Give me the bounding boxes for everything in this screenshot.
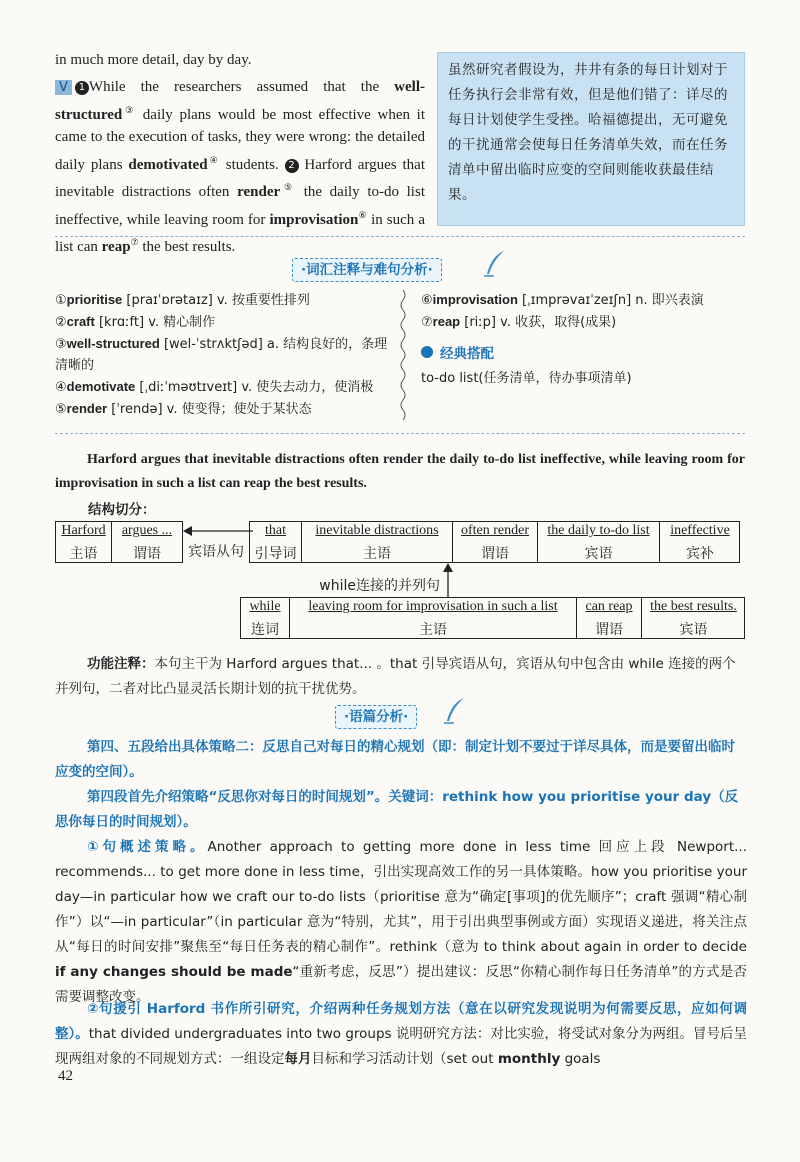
discourse-text: Another approach to getting more done in less time 回应上段 Newport... recommends... to get more done in less time，引出实现高效工作的另一具体策略。how you prioritise your day—in particular how we craft our to-do lists（prioritise 意为“确定[事项]的优先顺序”；craft 强调“精心制作”）以“—in particular”（in particular 意为“特别，尤其”，用于引出典型事例或方面）实现语义递进，将关注点从“每日的时间安排”聚焦至“每日任务表的精心制作”。rethink（意为 to think about again in order to decide [55, 839, 747, 955]
passage-text: daily plans would be most effective when it came to the execution of tasks, they were wrong: the detailed daily plans [55, 106, 425, 173]
page-number: 42 [58, 1068, 73, 1084]
segment-role: 宾补 [686, 546, 714, 562]
arrow-up-icon [442, 563, 454, 597]
vocab-item: ⑦reap [riːp] v. 收获，取得(成果) [421, 314, 617, 330]
segment-en: leaving room for improvisation in such a list [308, 599, 558, 614]
quill-icon [482, 250, 506, 278]
vocab-item: ⑤render [ˈrendə] v. 使变得；使处于某状态 [55, 401, 312, 417]
key-sentence: Harford argues that inevitable distractions often render the daily to-do list ineffective, while leaving room for improvisation in such a list can reap the best results. [55, 452, 745, 491]
strategy-heading: ②句援引 Harford 书作所引研究，介绍两种任务规划方法（意在以研究发现说明为何需要反思，应如何调整）。 [55, 1001, 747, 1042]
passage-text: the best results. [138, 239, 236, 255]
bullet-icon [421, 346, 433, 358]
footnote-marker: ⑥ [358, 209, 368, 220]
vocab-item: ③well-structured [wel-ˈstrʌktʃəd] a. 结构良好的，条理清晰的 [55, 336, 388, 373]
vocab-item: ⑥improvisation [ˌɪmprəvaɪˈzeɪʃn] n. 即兴表演 [421, 292, 704, 308]
footnote-marker: ⑦ [130, 237, 139, 247]
vocab-word: render [237, 184, 281, 200]
discourse-paragraph-3 [55, 835, 747, 1010]
discourse-paragraph-2: 第四段首先介绍策略“反思你对每日的时间规划”。关键词：rethink how you prioritise your day（反思你每日的时间规划）。 [55, 789, 739, 830]
passage-text: While the researchers assumed that the [88, 79, 395, 95]
segment-role: 谓语 [133, 546, 161, 562]
collocation-title: 经典搭配 [440, 346, 494, 362]
segment-en: the daily to-do list [547, 523, 650, 538]
segment-en: ineffective [670, 523, 730, 538]
footnote-marker: ⑤ [280, 182, 297, 192]
segment-role: 主语 [363, 546, 391, 562]
emphasis: if any changes should be made [55, 964, 293, 980]
discourse-paragraph-1: 第四、五段给出具体策略二：反思自己对每日的精心规划（即：制定计划不要过于详尽具体，而是要留出临时应变的空间）。 [55, 739, 735, 780]
passage-text: the daily to-do list ineffective, while leaving room for [55, 184, 425, 228]
while-clause-label: while连接的并列句 [319, 578, 440, 594]
segment-role: 引导词 [254, 546, 297, 562]
passage-paragraph-v [55, 76, 425, 259]
function-note-label: 功能注释： [87, 656, 155, 672]
passage-text: Harford argues that inevitable distractions often [55, 156, 426, 200]
vocab-section-title: ·词汇注释与难句分析· [292, 258, 442, 282]
discourse-paragraph-4 [55, 997, 747, 1072]
segment-en: often render [460, 523, 530, 538]
vocab-item: ④demotivate [ˌdiːˈməʊtɪveɪt] v. 使失去动力，使消极 [55, 379, 374, 395]
vocab-list-left [55, 289, 390, 420]
emphasis: 每月 [284, 1051, 312, 1067]
segment-role: 宾语 [679, 622, 708, 638]
object-clause-label: 宾语从句 [188, 544, 244, 560]
vocab-item: ②craft [krɑːft] v. 精心制作 [55, 314, 216, 330]
paragraph-badge: V [55, 80, 72, 95]
passage-text: students. [219, 156, 279, 173]
sentence-2-marker: 2 [285, 159, 299, 173]
vocab-word: improvisation [269, 211, 359, 228]
segment-en: can reap [585, 599, 633, 614]
divider [55, 236, 745, 237]
arrow-left-icon [183, 524, 253, 538]
segment-en: that [265, 523, 286, 538]
sentence-1-marker: 1 [75, 81, 89, 95]
discourse-text: goals [560, 1051, 601, 1067]
footnote-marker: ③ [122, 104, 137, 115]
divider [55, 433, 745, 434]
structure-label: 结构切分： [88, 502, 156, 518]
passage-top-line: in much more detail, day by day. [55, 52, 252, 68]
passage-text: in such a list can [55, 211, 426, 255]
strategy-heading: ①句概述策略。 [87, 839, 208, 855]
vocab-word: well-structured [55, 79, 425, 123]
segment-en: inevitable distractions [315, 523, 439, 538]
vocab-list-right [421, 289, 751, 333]
column-divider-squiggle [398, 290, 408, 420]
emphasis: monthly [497, 1051, 561, 1067]
segment-en: while [249, 599, 281, 614]
collocation-item: to-do list(任务清单，待办事项清单) [421, 371, 632, 386]
vocab-item: ①prioritise [praɪˈɒrətaɪz] v. 按重要性排列 [55, 292, 310, 308]
discourse-text: 目标和学习活动计划（set out [311, 1051, 498, 1067]
quill-icon [442, 697, 466, 725]
vocab-word: demotivated [128, 156, 208, 173]
segment-role: 主语 [69, 546, 98, 562]
segment-role: 谓语 [481, 546, 509, 562]
segment-role: 主语 [419, 622, 447, 638]
segment-role: 宾语 [584, 546, 613, 562]
segment-en: argues ... [121, 523, 173, 538]
segment-en: Harford [61, 523, 106, 538]
discourse-section-title: ·语篇分析· [335, 705, 417, 729]
segment-role: 连词 [251, 622, 279, 638]
function-note [55, 652, 745, 702]
discourse-text: that divided undergraduates into two groups 说明研究方法：对比实验，将受试对象分为两组。冒号后呈现两组对象的不同规划方式：一组设定 [55, 1026, 747, 1067]
function-note-text: 本句主干为 Harford argues that... 。that 引导宾语从句，宾语从句中包含由 while 连接的两个并列句，二者对比凸显灵活长期计划的抗干扰优势。 [55, 656, 736, 697]
vocab-word: reap [101, 239, 131, 255]
translation-text: 虽然研究者假设为，井井有条的每日计划对于任务执行会非常有效，但是他们错了：详尽的每日计划使学生受挫。哈福德提出，无可避免的干扰通常会使每日任务清单失效，而在任务清单中留出临时应变的空间则能收获最佳结果。 [448, 62, 728, 203]
discourse-text: “重新考虑，反思”）提出建议：反思“你精心制作每日任务清单”的方式是否需要调整改变。 [55, 964, 747, 1005]
segment-role: 谓语 [595, 622, 623, 638]
segment-en: the best results. [650, 599, 737, 614]
footnote-marker: ④ [207, 154, 220, 165]
